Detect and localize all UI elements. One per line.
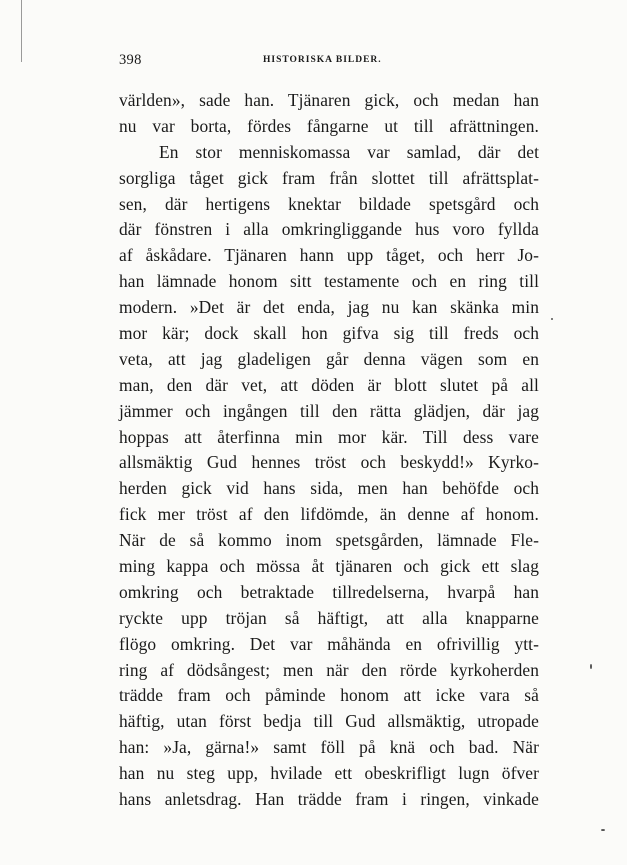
page-header bbox=[119, 52, 539, 70]
text-line: trädde fram och påminde honom att icke vara så bbox=[119, 685, 539, 706]
text-line: En stor menniskomassa var samlad, där det bbox=[159, 141, 539, 162]
text-line: flögo omkring. Det var måhända en ofrivillig ytt- bbox=[119, 633, 539, 654]
text-line: ring af dödsångest; men när den rörde kyrkoherden bbox=[119, 659, 539, 680]
text-line: där fönstren i alla omkringliggande hus voro fyllda bbox=[119, 219, 539, 240]
text-line: sorgliga tåget gick fram från slottet till afrättsplat- bbox=[119, 167, 539, 188]
text-line: allsmäktig Gud hennes tröst och beskydd!» Kyrko- bbox=[119, 452, 539, 473]
text-line: af åskådare. Tjänaren hann upp tåget, och herr Jo- bbox=[119, 245, 539, 266]
text-line: veta, att jag gladeligen går denna vägen som en bbox=[119, 348, 539, 369]
text-line: man, den där vet, att döden är blott slutet på all bbox=[119, 374, 539, 395]
text-line: jämmer och ingången till den rätta glädjen, där jag bbox=[119, 400, 539, 421]
text-line: häftig, utan först bedja till Gud allsmäktig, utropade bbox=[119, 711, 539, 732]
text-line: ryckte upp tröjan så häftigt, att alla knapparne bbox=[119, 607, 539, 628]
body-text bbox=[119, 88, 539, 813]
text-line: herden gick vid hans sida, men han behöfde och bbox=[119, 478, 539, 499]
text-line: han lämnade honom sitt testamente och en ring till bbox=[119, 271, 539, 292]
text-line: fick mer tröst af den lifdömde, än denne af honom. bbox=[119, 504, 539, 525]
text-line: hoppas att återfinna min mor kär. Till dess vare bbox=[119, 426, 539, 447]
page-number: 398 bbox=[119, 52, 142, 68]
text-line: han: »Ja, gärna!» samt föll på knä och bad. När bbox=[119, 737, 539, 758]
text-line: världen», sade han. Tjänaren gick, och medan han bbox=[119, 90, 539, 110]
scan-edge-line bbox=[21, 0, 22, 62]
running-head: HISTORISKA BILDER. bbox=[263, 55, 382, 65]
text-line: han nu steg upp, hvilade ett obeskrifligt lugn öfver bbox=[119, 763, 539, 784]
text-line: nu var borta, fördes fångarne ut till afrättningen. bbox=[119, 115, 539, 136]
scan-speck bbox=[551, 318, 553, 320]
text-line: hans anletsdrag. Han trädde fram i ringen, vinkade bbox=[119, 789, 539, 810]
text-line: När de så kommo inom spetsgården, lämnade Fle- bbox=[119, 530, 539, 551]
text-line: ming kappa och mössa åt tjänaren och gick ett slag bbox=[119, 556, 539, 577]
text-line: mor kär; dock skall hon gifva sig till freds och bbox=[119, 323, 539, 344]
text-line: omkring och betraktade tillredelserna, hvarpå han bbox=[119, 581, 539, 602]
scan-speck bbox=[590, 664, 592, 669]
text-line: modern. »Det är det enda, jag nu kan skänka min bbox=[119, 297, 539, 318]
scan-speck bbox=[601, 829, 605, 831]
text-line: sen, där hertigens knektar bildade spetsgård och bbox=[119, 193, 539, 214]
